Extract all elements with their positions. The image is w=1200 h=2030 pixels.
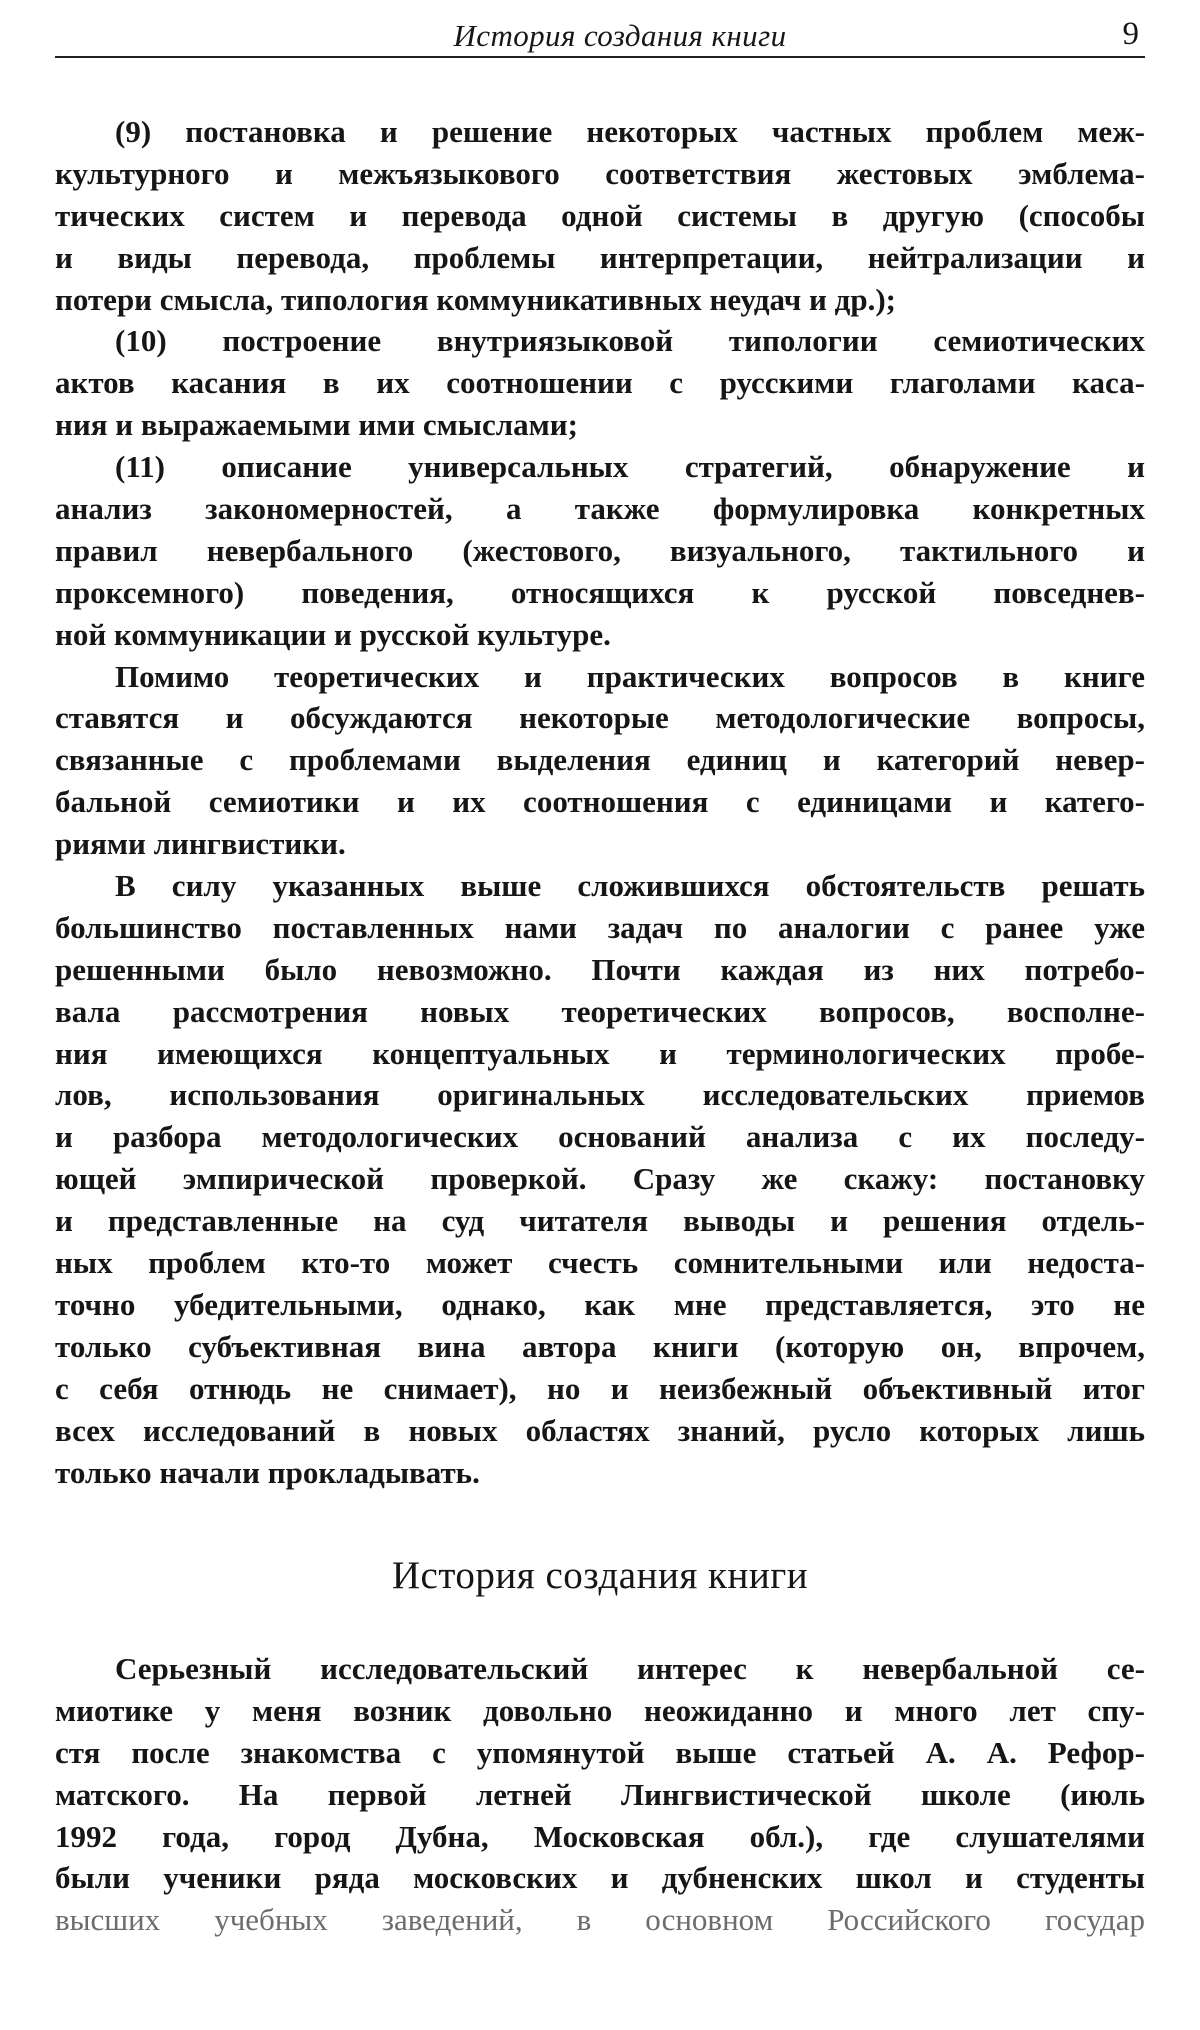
text-line: (11) описание универсальных стратегий, обнаружение и: [115, 449, 1145, 485]
text-line: тических систем и перевода одной системы в другую (способы: [55, 197, 1145, 233]
page-number: 9: [1122, 16, 1139, 52]
text-line: точно убедительными, однако, как мне представляется, это не: [55, 1286, 1145, 1322]
text-line: потери смысла, типология коммуникативных неудач и др.);: [55, 281, 896, 317]
text-line: большинство поставленных нами задач по аналогии с ранее уже: [55, 909, 1145, 945]
text-line: культурного и межъязыкового соответствия жестовых эмблема-: [55, 155, 1145, 191]
text-line: только начали прокладывать.: [55, 1454, 480, 1490]
text-line: Помимо теоретических и практических вопросов в книге: [115, 658, 1145, 694]
paragraph-methodology: [55, 656, 1145, 865]
text-line: высших учебных заведений, в основном Российского государ: [55, 1902, 1145, 1938]
text-line: ной коммуникации и русской культуре.: [55, 616, 611, 652]
paragraph-item-10: [55, 320, 1145, 446]
text-line: миотике у меня возник довольно неожиданно и много лет спу-: [55, 1692, 1145, 1728]
text-line: ния и выражаемыми ими смыслами;: [55, 407, 578, 443]
paragraph-circumstances: [55, 865, 1145, 1493]
text-line: и представленные на суд читателя выводы и решения отдель-: [55, 1203, 1145, 1239]
text-line: с себя отнюдь не снимает), но и неизбежный объективный итог: [55, 1370, 1145, 1406]
text-line: ния имеющихся концептуальных и терминологических пробе-: [55, 1035, 1145, 1071]
text-line: Серьезный исследовательский интерес к невербальной се-: [115, 1651, 1145, 1686]
text-line: (9) постановка и решение некоторых частных проблем меж-: [115, 114, 1145, 149]
text-line: риями лингвистики.: [55, 826, 346, 862]
text-line: актов касания в их соотношении с русскими глаголами каса-: [55, 365, 1145, 401]
text-line: ных проблем кто-то может счесть сомнительными или недоста-: [55, 1245, 1145, 1281]
body-text: [55, 111, 1145, 1493]
text-line: правил невербального (жестового, визуального, тактильного и: [55, 532, 1145, 568]
paragraph-item-11: [55, 446, 1145, 655]
text-line: и виды перевода, проблемы интерпретации, нейтрализации и: [55, 239, 1145, 275]
text-line: (10) построение внутриязыковой типологии семиотических: [115, 323, 1145, 359]
text-line: матского. На первой летней Лингвистической школе (июль: [55, 1776, 1145, 1812]
text-line: ставятся и обсуждаются некоторые методологические вопросы,: [55, 700, 1145, 736]
text-line: лов, использования оригинальных исследовательских приемов: [55, 1077, 1145, 1113]
section-heading: История создания книги: [391, 1554, 809, 1597]
running-title: История создания книги: [453, 18, 787, 53]
text-line: 1992 года, город Дубна, Московская обл.), где слушателями: [55, 1818, 1145, 1854]
text-line: всех исследований в новых областях знаний, русло которых лишь: [55, 1412, 1145, 1448]
running-header: [55, 12, 1145, 58]
text-line: вала рассмотрения новых теоретических вопросов, восполне-: [55, 993, 1145, 1029]
text-line: и разбора методологических оснований анализа с их последу-: [55, 1119, 1145, 1155]
text-line: проксемного) поведения, относящихся к русской повседнев-: [55, 574, 1145, 610]
text-line: решенными было невозможно. Почти каждая из них потребо-: [55, 951, 1145, 987]
text-line: стя после знакомства с упомянутой выше статьей А. А. Рефор-: [55, 1734, 1145, 1770]
text-line: анализ закономерностей, а также формулировка конкретных: [55, 491, 1145, 527]
text-line: только субъективная вина автора книги (которую он, впрочем,: [55, 1328, 1145, 1364]
section-paragraph: [55, 1648, 1145, 1941]
text-line: бальной семиотики и их соотношения с единицами и катего-: [55, 784, 1145, 820]
text-line: ющей эмпирической проверкой. Сразу же скажу: постановку: [55, 1161, 1145, 1197]
text-line: были ученики ряда московских и дубненских школ и студенты: [55, 1860, 1145, 1896]
text-line: В силу указанных выше сложившихся обстоятельств решать: [115, 868, 1145, 904]
paragraph-item-9: [55, 111, 1145, 320]
text-line: связанные с проблемами выделения единиц и категорий невер-: [55, 742, 1145, 778]
book-page: [55, 0, 1145, 2030]
